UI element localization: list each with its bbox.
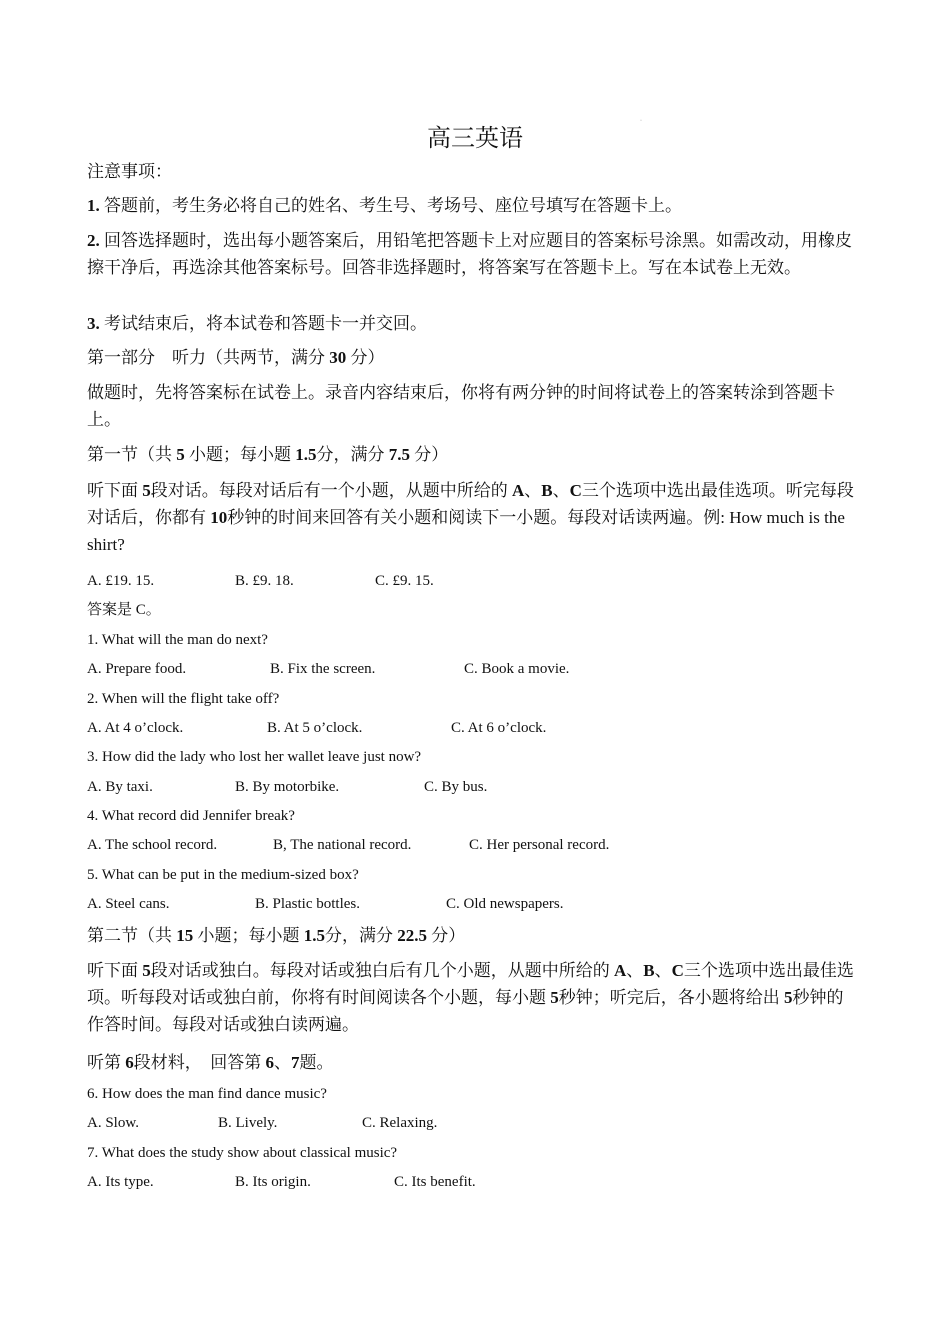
option-c: C. At 6 o’clock. [451, 720, 547, 736]
section1-heading [87, 441, 859, 468]
instr-num: 10 [210, 508, 228, 527]
material-num: 6 [125, 1053, 134, 1072]
heading-count: 15 [176, 926, 194, 945]
instr-sep: 、 [626, 961, 644, 980]
notice-num: 1. [87, 196, 100, 215]
option-c: C. Her personal record. [469, 837, 610, 853]
question-2: 2. When will the flight take off? [87, 691, 280, 707]
question-4: 4. What record did Jennifer break? [87, 808, 295, 824]
option-b: B. By motorbike. [235, 779, 340, 795]
notice-item-3 [87, 310, 859, 337]
instr-option-letter: B [541, 481, 553, 500]
heading-total: 7.5 [388, 445, 410, 464]
heading-text: 第一部分 听力（共两节，满分 [87, 348, 325, 367]
heading-count: 5 [176, 445, 185, 464]
option-c: C. Book a movie. [464, 661, 570, 677]
option-a: A. The school record. [87, 837, 218, 853]
notice-num: 2. [87, 231, 100, 250]
instr-option-letter: B [643, 961, 655, 980]
heading-text: 分，满分 [316, 445, 385, 464]
option-a: A. Steel cans. [87, 896, 170, 912]
option-c: C. Old newspapers. [446, 896, 564, 912]
instr-text: 听下面 [87, 961, 138, 980]
section2-instruction [87, 957, 859, 1038]
notice-text: 回答选择题时，选出每小题答案后，用铅笔把答题卡上对应题目的答案标号涂黑。如需改动，用橡皮擦干净后，再选涂其他答案标号。回答非选择题时，将答案写在答题卡上。写在本试卷上无效。 [87, 231, 852, 277]
question-6: 6. How does the man find dance music? [87, 1086, 327, 1102]
option-a: A. Its type. [87, 1174, 154, 1190]
material-num: 6 [265, 1053, 274, 1072]
question-1: 1. What will the man do next? [87, 632, 268, 648]
instr-sep: 、 [654, 961, 672, 980]
instr-text: 秒钟；听完后，各小题将给出 [558, 988, 780, 1007]
option-b: B. At 5 o’clock. [267, 720, 363, 736]
question-3: 3. How did the lady who lost her wallet leave just now? [87, 749, 422, 765]
option-c: C. Relaxing. [362, 1115, 438, 1131]
instr-option-letter: C [671, 961, 684, 980]
question-7: 7. What does the study show about classical music? [87, 1145, 398, 1161]
heading-points: 1.5 [295, 445, 317, 464]
option-b: B. Its origin. [235, 1174, 311, 1190]
notice-heading: 注意事项： [87, 162, 172, 181]
instr-num: 5 [142, 481, 151, 500]
instr-text: 段对话或独白。每段对话或独白后有几个小题，从题中所给的 [150, 961, 610, 980]
heading-text: 分） [350, 348, 385, 367]
notice-text: 答题前，考生务必将自己的姓名、考生号、考场号、座位号填写在答题卡上。 [104, 196, 682, 215]
section2-heading [87, 922, 859, 949]
option-b: B. Fix the screen. [270, 661, 376, 677]
instr-num: 5 [550, 988, 559, 1007]
heading-text: 分） [414, 445, 449, 464]
option-b: B, The national record. [273, 837, 412, 853]
option-c: C. Its benefit. [394, 1174, 476, 1190]
instr-option-letter: A [512, 481, 525, 500]
option-b: B. Lively. [218, 1115, 278, 1131]
heading-text: 第一节（共 [87, 445, 172, 464]
question-5: 5. What can be put in the medium-sized box? [87, 867, 359, 883]
material-sep: 、 [274, 1053, 291, 1072]
material-num: 7 [291, 1053, 300, 1072]
option-a: A. £19. 15. [87, 573, 155, 589]
option-c: C. £9. 15. [375, 573, 434, 589]
notice-item-2 [87, 227, 859, 281]
heading-score: 30 [329, 348, 347, 367]
notice-item-1 [87, 192, 859, 219]
instr-text: 段对话。每段对话后有一个小题，从题中所给的 [150, 481, 508, 500]
option-a: A. Slow. [87, 1115, 139, 1131]
option-b: B. £9. 18. [235, 573, 294, 589]
material-6-heading [87, 1049, 859, 1076]
heading-points: 1.5 [303, 926, 325, 945]
heading-text: 小题；每小题 [197, 926, 300, 945]
heading-text: 分，满分 [325, 926, 393, 945]
instr-text: 秒钟的时间来回答有关小题和阅读下一小题。每段对话读两遍。例: How much is the shirt? [87, 508, 845, 554]
option-a: A. At 4 o’clock. [87, 720, 184, 736]
notice-text: 考试结束后，将本试卷和答题卡一并交回。 [104, 314, 427, 333]
instr-text: 秒钟的作答时间。每段对话或独白读两遍。 [87, 988, 844, 1034]
part1-instruction: 做题时，先将答案标在试卷上。录音内容结束后，你将有两分钟的时间将试卷上的答案转涂到答题卡上。 [87, 383, 835, 429]
heading-total: 22.5 [397, 926, 427, 945]
option-b: B. Plastic bottles. [255, 896, 360, 912]
instr-option-letter: C [569, 481, 582, 500]
option-a: A. Prepare food. [87, 661, 187, 677]
option-c: C. By bus. [424, 779, 488, 795]
instr-text: 三个选项中选出最佳选项。听完每段对话后，你都有 [87, 481, 854, 527]
instr-text: 三个选项中选出最佳选项。听每段对话或独白前，你将有时间阅读各个小题，每小题 [87, 961, 854, 1007]
part1-heading [87, 344, 859, 371]
page-title: 高三英语 [427, 126, 523, 152]
instr-num: 5 [784, 988, 793, 1007]
instr-text: 听下面 [87, 481, 138, 500]
material-text: 段材料， 回答第 [133, 1053, 262, 1072]
heading-text: 第二节（共 [87, 926, 172, 945]
material-text: 题。 [299, 1053, 334, 1072]
instr-num: 5 [142, 961, 151, 980]
option-a: A. By taxi. [87, 779, 153, 795]
instr-option-letter: A [614, 961, 627, 980]
example-answer: 答案是 C。 [87, 602, 161, 618]
instr-sep: 、 [524, 481, 542, 500]
instr-sep: 、 [552, 481, 570, 500]
section1-instruction [87, 477, 859, 558]
heading-text: 分） [431, 926, 466, 945]
notice-num: 3. [87, 314, 100, 333]
heading-text: 小题；每小题 [189, 445, 291, 464]
stray-dot: · [640, 118, 642, 124]
material-text: 听第 [87, 1053, 121, 1072]
